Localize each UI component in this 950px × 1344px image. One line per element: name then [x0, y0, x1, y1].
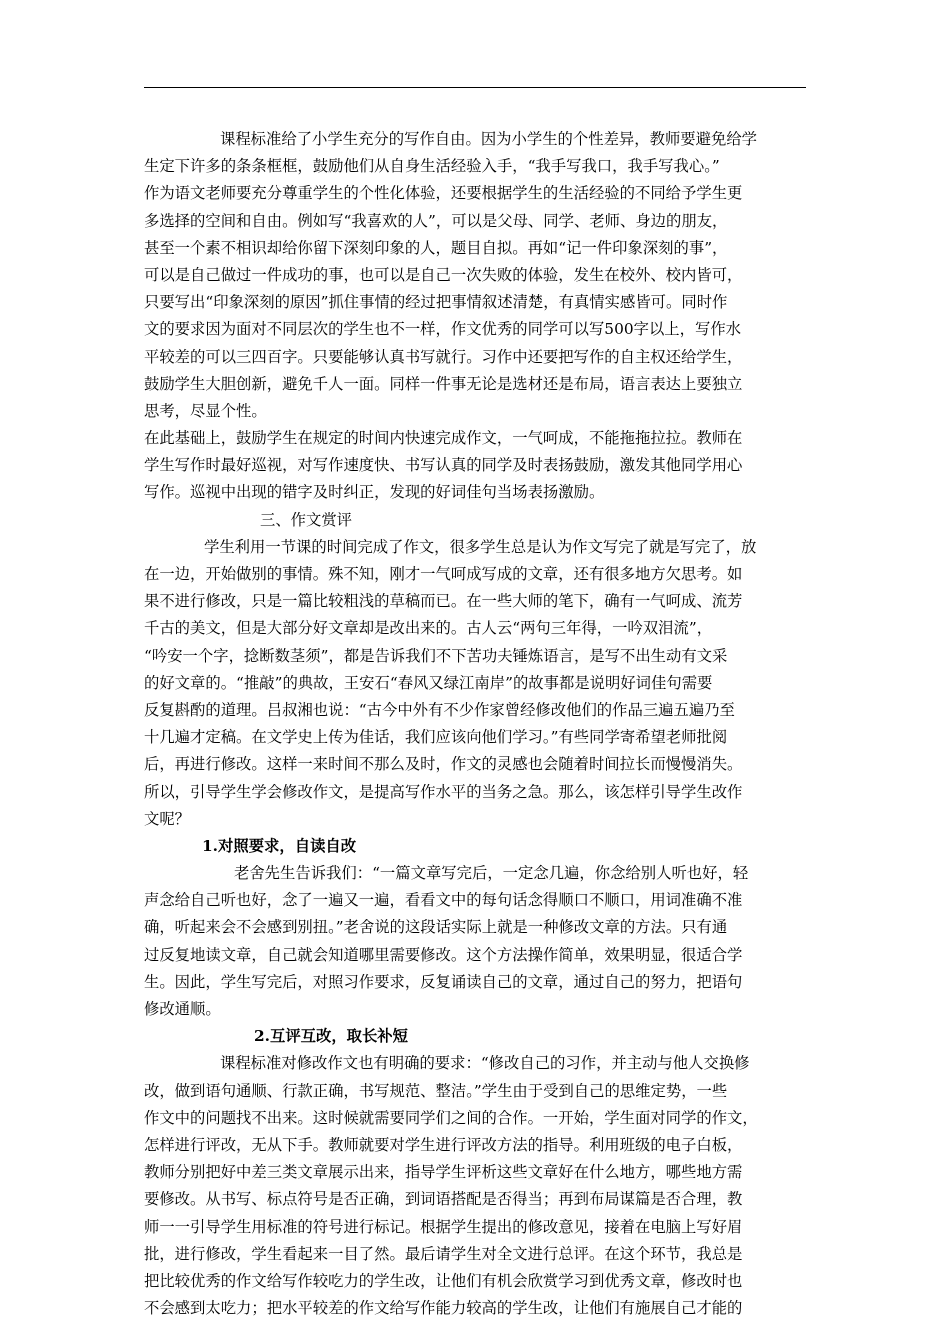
text-line: 平较差的可以三四百字。只要能够认真书写就行。习作中还要把写作的自主权还给学生， [144, 347, 743, 366]
text-line: 后，再进行修改。这样一来时间不那么及时，作文的灵感也会随着时间拉长而慢慢消失。 [144, 755, 743, 774]
text-line: 文的要求因为面对不同层次的学生也不一样，作文优秀的同学可以写500字以上，写作水 [144, 320, 742, 339]
text-line: 课程标准给了小学生充分的写作自由。因为小学生的个性差异，教师要避免给学 [220, 130, 758, 148]
text-line: 教师分别把好中差三类文章展示出来，指导学生评析这些文章好在什么地方，哪些地方需 [144, 1163, 743, 1182]
header-rule [144, 87, 806, 88]
text-line: 作文中的问题找不出来。这时候就需要同学们之间的合作。一开始，学生面对同学的作文， [144, 1108, 758, 1127]
text-line: 过反复地读文章，自己就会知道哪里需要修改。这个方法操作简单，效果明显，很适合学 [144, 945, 743, 964]
text-line: “吟安一个字，捻断数茎须”，都是告诉我们不下苦功夫锤炼语言，是写不出生动有文采 [144, 646, 728, 665]
text-line: 在此基础上，鼓励学生在规定的时间内快速完成作文，一气呵成，不能拖拖拉拉。教师在 [144, 429, 743, 448]
section-heading: 2.互评互改，取长补短 [254, 1027, 408, 1046]
text-line: 改，做到语句通顺、行款正确，书写规范、整洁。”学生由于受到自己的思维定势，一些 [144, 1081, 728, 1100]
text-line: 批，进行修改，学生看起来一目了然。最后请学生对全文进行总评。在这个环节，我总是 [144, 1244, 743, 1263]
text-line: 在一边，开始做别的事情。殊不知，刚才一气呵成写成的文章，还有很多地方欠思考。如 [144, 565, 743, 583]
text-line: 果不进行修改，只是一篇比较粗浅的草稿而已。在一些大师的笔下，确有一气呵成、流芳 [144, 592, 743, 611]
text-line: 反复斟酌的道理。吕叔湘也说：“古今中外有不少作家曾经修改他们的作品三遍五遍乃至 [144, 700, 735, 719]
text-line: 所以，引导学生学会修改作文，是提高写作水平的当务之急。那么，该怎样引导学生改作 [144, 782, 743, 801]
text-line: 师一一引导学生用标准的符号进行标记。根据学生提出的修改意见，接着在电脑上写好眉 [144, 1217, 743, 1236]
text-line: 学生写作时最好巡视，对写作速度快、书写认真的同学及时表扬鼓励，激发其他同学用心 [144, 456, 743, 475]
text-line: 十几遍才定稿。在文学史上传为佳话，我们应该向他们学习。”有些同学寄希望老师批阅 [144, 728, 728, 747]
text-line: 把比较优秀的作文给写作较吃力的学生改，让他们有机会欣赏学习到优秀文章，修改时也 [144, 1271, 743, 1290]
text-line: 只要写出“印象深刻的原因”抓住事情的经过把事情叙述清楚，有真情实感皆可。同时作 [144, 293, 728, 312]
section-heading: 1.对照要求，自读自改 [202, 836, 357, 855]
text-line: 修改通顺。 [144, 1000, 221, 1018]
text-line: 多选择的空间和自由。例如写“我喜欢的人”，可以是父母、同学、老师、身边的朋友， [144, 211, 728, 230]
text-line: 思考，尽显个性。 [144, 401, 267, 420]
document-body [144, 126, 808, 1322]
text-line: 鼓励学生大胆创新，避免千人一面。同样一件事无论是选材还是布局，语言表达上要独立 [144, 374, 743, 393]
text-line: 确，听起来会不会感到别扭。”老舍说的这段话实际上就是一种修改文章的方法。只有通 [144, 918, 728, 937]
text-line: 千古的美文，但是大部分好文章却是改出来的。古人云“两句三年得，一吟双泪流”， [144, 619, 713, 638]
text-line: 的好文章的。“推敲”的典故，王安石“春风又绿江南岸”的故事都是说明好词佳句需要 [144, 673, 713, 692]
text-line: 文呢？ [144, 809, 191, 828]
text-line: 作为语文老师要充分尊重学生的个性化体验，还要根据学生的生活经验的不同给予学生更 [144, 184, 743, 203]
text-line: 甚至一个素不相识却给你留下深刻印象的人，题目自拟。再如“记一件印象深刻的事”， [144, 238, 728, 257]
text-line: 写作。巡视中出现的错字及时纠正，发现的好词佳句当场表扬激励。 [144, 483, 605, 502]
text-line: 课程标准对修改作文也有明确的要求：“修改自己的习作，并主动与他人交换修 [220, 1054, 750, 1073]
text-line: 可以是自己做过一件成功的事，也可以是自己一次失败的体验，发生在校外、校内皆可， [144, 265, 743, 284]
text-line: 三、作文赏评 [260, 510, 352, 529]
text-line: 要修改。从书写、标点符号是否正确，到词语搭配是否得当；再到布局谋篇是否合理，教 [144, 1190, 743, 1209]
text-line: 不会感到太吃力；把水平较差的作文给写作能力较高的学生改，让他们有施展自己才能的 [144, 1299, 743, 1318]
text-line: 学生利用一节课的时间完成了作文，很多学生总是认为作文写完了就是写完了，放 [204, 537, 757, 556]
text-line: 生定下许多的条条框框，鼓励他们从自身生活经验入手，“我手写我口，我手写我心。” [144, 157, 720, 176]
text-line: 生。因此，学生写完后，对照习作要求，反复诵读自己的文章，通过自己的努力，把语句 [144, 972, 743, 991]
text-line: 声念给自己听也好，念了一遍又一遍，看看文中的每句话念得顺口不顺口，用词准确不准 [144, 891, 743, 910]
text-line: 怎样进行评改，无从下手。教师就要对学生进行评改方法的指导。利用班级的电子白板， [144, 1135, 743, 1154]
text-line: 老舍先生告诉我们：“一篇文章写完后，一定念几遍，你念给别人听也好，轻 [234, 864, 749, 883]
